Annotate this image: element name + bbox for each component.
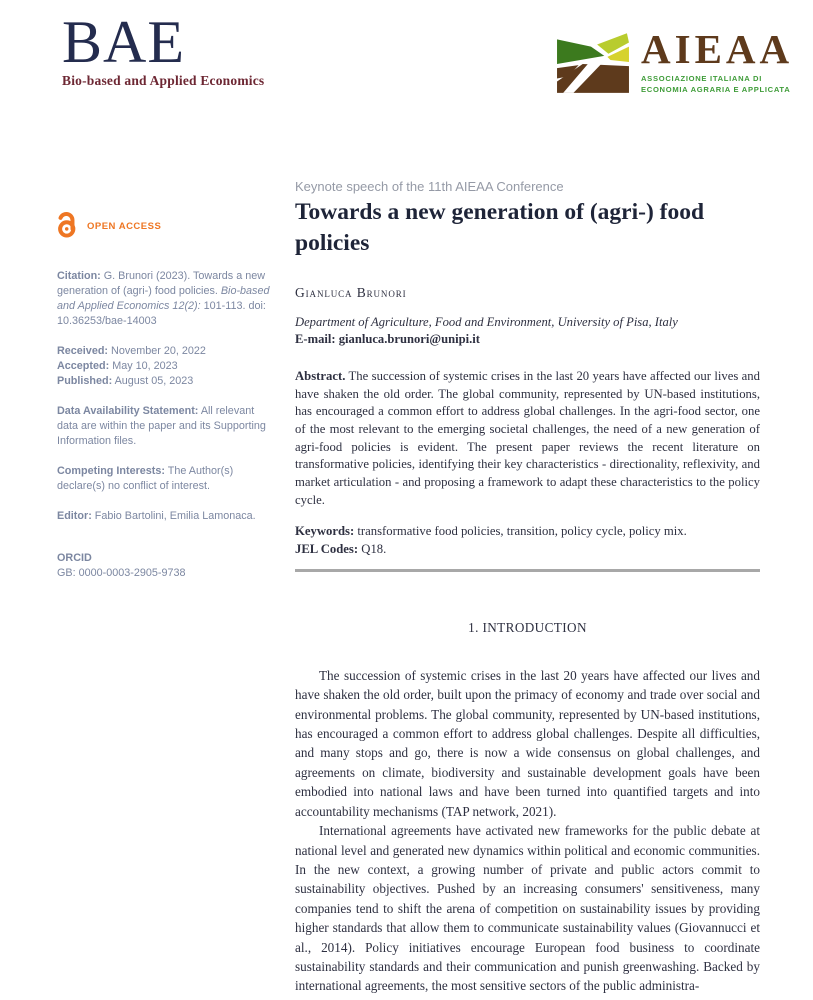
- intro-paragraph-2: International agreements have activated new frameworks for the public debate at national level and generated new dynamics within political and economic communities. In the new context, a growing number of private and public actors commit to sustainability objectives. Pushed by an increasing consumers' sensitiveness, many companies tend to shift the arena of competition on sustainability issues by providing higher standards that allow them to communicate sustainability values (Giovannucci et al., 2014). Policy initiatives encourage European food business to coordinate sustainability standards and their communication and punish greenwashing. Backed by international agreements, the most sensitive sectors of the public administra-: [295, 823, 760, 994]
- section-heading-introduction: 1. INTRODUCTION: [468, 619, 587, 635]
- author-affiliation: Department of Agriculture, Food and Environment, University of Pisa, Italy: [295, 315, 678, 330]
- abstract-text: The succession of systemic crises in the last 20 years have affected our lives and have shaken the old order. The global community, represented by UN-based institutions, has encouraged a common effort to address global challenges. In the agri-food sector, one of the most relevant to the emerging societal challenges, the need of a new generation of agri-food policies is evident. The present paper reviews the recent literature on transformative policies, identifying their key characteristics - directionality, reflexivity, and market articulation - and proposing a framework to adapt these characteristics to the policy cycle.: [295, 369, 760, 507]
- citation-journal: Bio-based and Applied Economics 12(2):: [57, 285, 270, 313]
- orcid-block: [57, 551, 272, 581]
- email-label: E-mail:: [295, 332, 336, 347]
- bae-logo-subtitle: Bio-based and Applied Economics: [62, 73, 265, 88]
- published-line: Published: August 05, 2023: [57, 374, 194, 387]
- open-access-lock-icon: [57, 211, 80, 243]
- article-title: Towards a new generation of (agri-) food policies: [295, 199, 705, 257]
- keywords-line: Keywords: transformative food policies, transition, policy cycle, policy mix.: [295, 524, 687, 539]
- jel-codes-line: JEL Codes: Q18.: [295, 542, 387, 557]
- orcid-id: GB: 0000-0003-2905-9738: [57, 566, 186, 579]
- aieaa-association-logo: [556, 26, 794, 99]
- data-availability-block: Data Availability Statement: All relevant data are within the paper and its Supporting Information files.: [57, 404, 266, 448]
- open-access-badge: [57, 211, 272, 243]
- open-access-label: OPEN ACCESS: [87, 221, 162, 233]
- aieaa-logo-text: [641, 26, 794, 96]
- editor-block: Editor: Fabio Bartolini, Emilia Lamonaca.: [57, 510, 256, 523]
- keywords-jel-block: [295, 523, 760, 559]
- email-address: gianluca.brunori@unipi.it: [338, 332, 480, 347]
- dates-block: [57, 344, 272, 389]
- received-line: Received: November 20, 2022: [57, 344, 206, 357]
- bae-logo-acronym: BAE: [62, 9, 185, 75]
- citation-label: Citation:: [57, 270, 101, 283]
- bae-journal-logo: [62, 9, 265, 89]
- conference-kicker: Keynote speech of the 11th AIEAA Conference: [295, 179, 564, 194]
- competing-interests-block: Competing Interests: The Author(s) declare(s) no conflict of interest.: [57, 465, 234, 493]
- citation-text: G. Brunori (2023). Towards a new generation of (agri-) food policies.: [57, 270, 266, 298]
- citation-pages-doi: 101-113. doi: 10.36253/bae-14003: [57, 300, 266, 328]
- introduction-body: [295, 666, 760, 996]
- section-divider-rule: [295, 569, 760, 572]
- aieaa-fields-icon: [556, 30, 630, 99]
- article-main-column: [295, 179, 760, 996]
- author-email-line: [295, 332, 760, 347]
- accepted-line: Accepted: May 10, 2023: [57, 359, 178, 372]
- citation-block: [57, 269, 272, 329]
- aieaa-logo-subtitle: ASSOCIAZIONE ITALIANA DI ECONOMIA AGRARIA E APPLICATA: [641, 73, 791, 95]
- intro-paragraph-1: The succession of systemic crises in the last 20 years have affected our lives and have shaken the old order, built upon the primacy of economy and trade over social and environmental problems. The global community, represented by UN-based institutions, has encouraged a common effort to address global challenges. Despite all difficulties, and many stops and go, there is now a wide consensus on global challenges, and agreements on climate, biodiversity and sustainable development goals have been embodied into national laws and have been turned into quantified targets and into accountability mechanisms (TAP network, 2021).: [295, 667, 760, 819]
- article-metadata-sidebar: [57, 211, 272, 581]
- abstract: [295, 368, 760, 509]
- abstract-label: Abstract.: [295, 369, 346, 384]
- author-name: Gianluca Brunori: [295, 285, 407, 301]
- orcid-label: ORCID: [57, 551, 92, 564]
- aieaa-logo-acronym: AIEAA: [641, 26, 794, 72]
